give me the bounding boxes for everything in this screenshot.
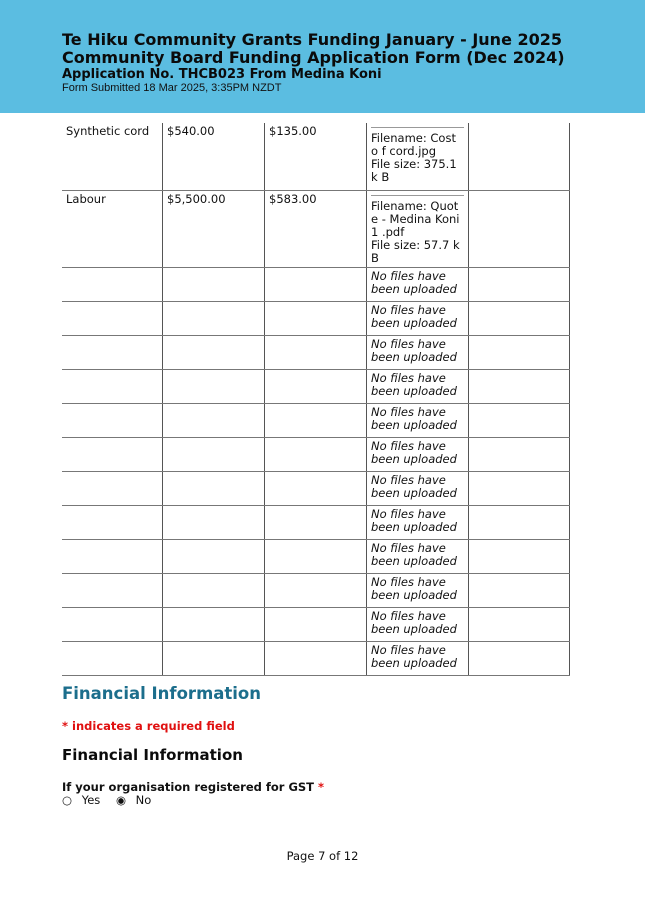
table-row	[62, 438, 570, 472]
no-files-text: No files have been uploaded	[367, 404, 469, 438]
no-files-text: No files have been uploaded	[367, 438, 469, 472]
empty-cell	[265, 506, 367, 540]
no-files-text: No files have been uploaded	[367, 336, 469, 370]
empty-cell	[62, 540, 163, 574]
empty-cell	[265, 404, 367, 438]
empty-cell	[62, 404, 163, 438]
empty-cell	[62, 506, 163, 540]
empty-cell	[62, 438, 163, 472]
radio-selected-icon: ◉	[115, 793, 126, 807]
empty-cell	[163, 268, 265, 302]
page-number: Page 7 of 12	[286, 849, 359, 863]
form-header	[0, 0, 645, 113]
empty-cell	[469, 268, 570, 302]
empty-cell	[62, 642, 163, 676]
gst-question-label: If your organisation registered for GST	[62, 780, 315, 794]
empty-cell	[62, 608, 163, 642]
submission-timestamp: Form Submitted 18 Mar 2025, 3:35PM NZDT	[62, 82, 282, 94]
empty-cell	[469, 540, 570, 574]
no-files-text: No files have been uploaded	[367, 540, 469, 574]
required-star: *	[318, 780, 325, 794]
empty-cell	[163, 506, 265, 540]
empty-cell	[163, 370, 265, 404]
table-row	[62, 404, 570, 438]
table-row	[62, 574, 570, 608]
gst-option-no[interactable]	[116, 793, 157, 807]
gst-options	[62, 793, 163, 807]
empty-cell	[469, 404, 570, 438]
empty-cell	[469, 302, 570, 336]
file-size: File size: 57.7 kB	[371, 238, 460, 265]
empty-cell	[62, 336, 163, 370]
empty-cell	[265, 608, 367, 642]
file-name[interactable]: Filename: Cost o f cord.jpg	[371, 131, 456, 158]
empty-cell	[62, 268, 163, 302]
section-title: Financial Information	[62, 684, 262, 703]
empty-cell	[163, 472, 265, 506]
application-number: Application No. THCB023 From Medina Koni	[62, 67, 382, 82]
file-name[interactable]: Filename: Quote - Medina Koni 1 .pdf	[371, 199, 460, 239]
empty-cell	[265, 438, 367, 472]
empty-cell	[62, 472, 163, 506]
radio-unselected-icon: ○	[62, 793, 73, 807]
item-description: Labour	[62, 191, 163, 268]
subsection-title: Financial Information	[62, 746, 243, 764]
empty-cell	[163, 302, 265, 336]
no-files-text: No files have been uploaded	[367, 268, 469, 302]
empty-cell	[469, 506, 570, 540]
file-cell	[367, 191, 469, 268]
empty-cell	[62, 574, 163, 608]
empty-cell	[469, 336, 570, 370]
table-row	[62, 123, 570, 191]
empty-cell	[469, 191, 570, 268]
no-files-text: No files have been uploaded	[367, 506, 469, 540]
empty-cell	[469, 472, 570, 506]
empty-cell	[469, 370, 570, 404]
file-divider	[371, 195, 464, 196]
table-row	[62, 336, 570, 370]
item-requested: $583.00	[265, 191, 367, 268]
table-row	[62, 191, 570, 268]
no-files-text: No files have been uploaded	[367, 472, 469, 506]
empty-cell	[469, 608, 570, 642]
no-files-text: No files have been uploaded	[367, 574, 469, 608]
file-divider	[371, 127, 464, 128]
empty-cell	[265, 336, 367, 370]
empty-cell	[469, 574, 570, 608]
form-title: Te Hiku Community Grants Funding January - June 2025	[62, 30, 563, 49]
item-cost: $5,500.00	[163, 191, 265, 268]
empty-cell	[265, 540, 367, 574]
file-size: File size: 375.1 k B	[371, 157, 457, 184]
empty-cell	[265, 370, 367, 404]
no-files-text: No files have been uploaded	[367, 642, 469, 676]
empty-cell	[163, 642, 265, 676]
table-row	[62, 608, 570, 642]
empty-cell	[163, 438, 265, 472]
no-files-text: No files have been uploaded	[367, 302, 469, 336]
empty-cell	[265, 268, 367, 302]
table-row	[62, 642, 570, 676]
empty-cell	[469, 123, 570, 191]
form-subtitle: Community Board Funding Application Form (Dec 2024)	[62, 48, 565, 67]
table-row	[62, 506, 570, 540]
item-requested: $135.00	[265, 123, 367, 191]
file-cell	[367, 123, 469, 191]
empty-cell	[163, 404, 265, 438]
option-label: No	[135, 793, 152, 807]
table-row	[62, 540, 570, 574]
empty-cell	[163, 540, 265, 574]
empty-cell	[469, 438, 570, 472]
item-description: Synthetic cord	[62, 123, 163, 191]
empty-cell	[265, 472, 367, 506]
table-row	[62, 472, 570, 506]
empty-cell	[62, 302, 163, 336]
empty-cell	[62, 370, 163, 404]
budget-items-table	[62, 123, 570, 676]
table-row	[62, 370, 570, 404]
item-cost: $540.00	[163, 123, 265, 191]
empty-cell	[265, 642, 367, 676]
empty-cell	[163, 574, 265, 608]
empty-cell	[265, 302, 367, 336]
table-row	[62, 268, 570, 302]
required-field-note: * indicates a required field	[62, 719, 235, 733]
empty-cell	[469, 642, 570, 676]
gst-option-yes[interactable]	[62, 793, 106, 807]
empty-cell	[163, 336, 265, 370]
empty-cell	[265, 574, 367, 608]
option-label: Yes	[81, 793, 101, 807]
table-row	[62, 302, 570, 336]
no-files-text: No files have been uploaded	[367, 370, 469, 404]
gst-question	[62, 780, 324, 794]
empty-cell	[163, 608, 265, 642]
no-files-text: No files have been uploaded	[367, 608, 469, 642]
